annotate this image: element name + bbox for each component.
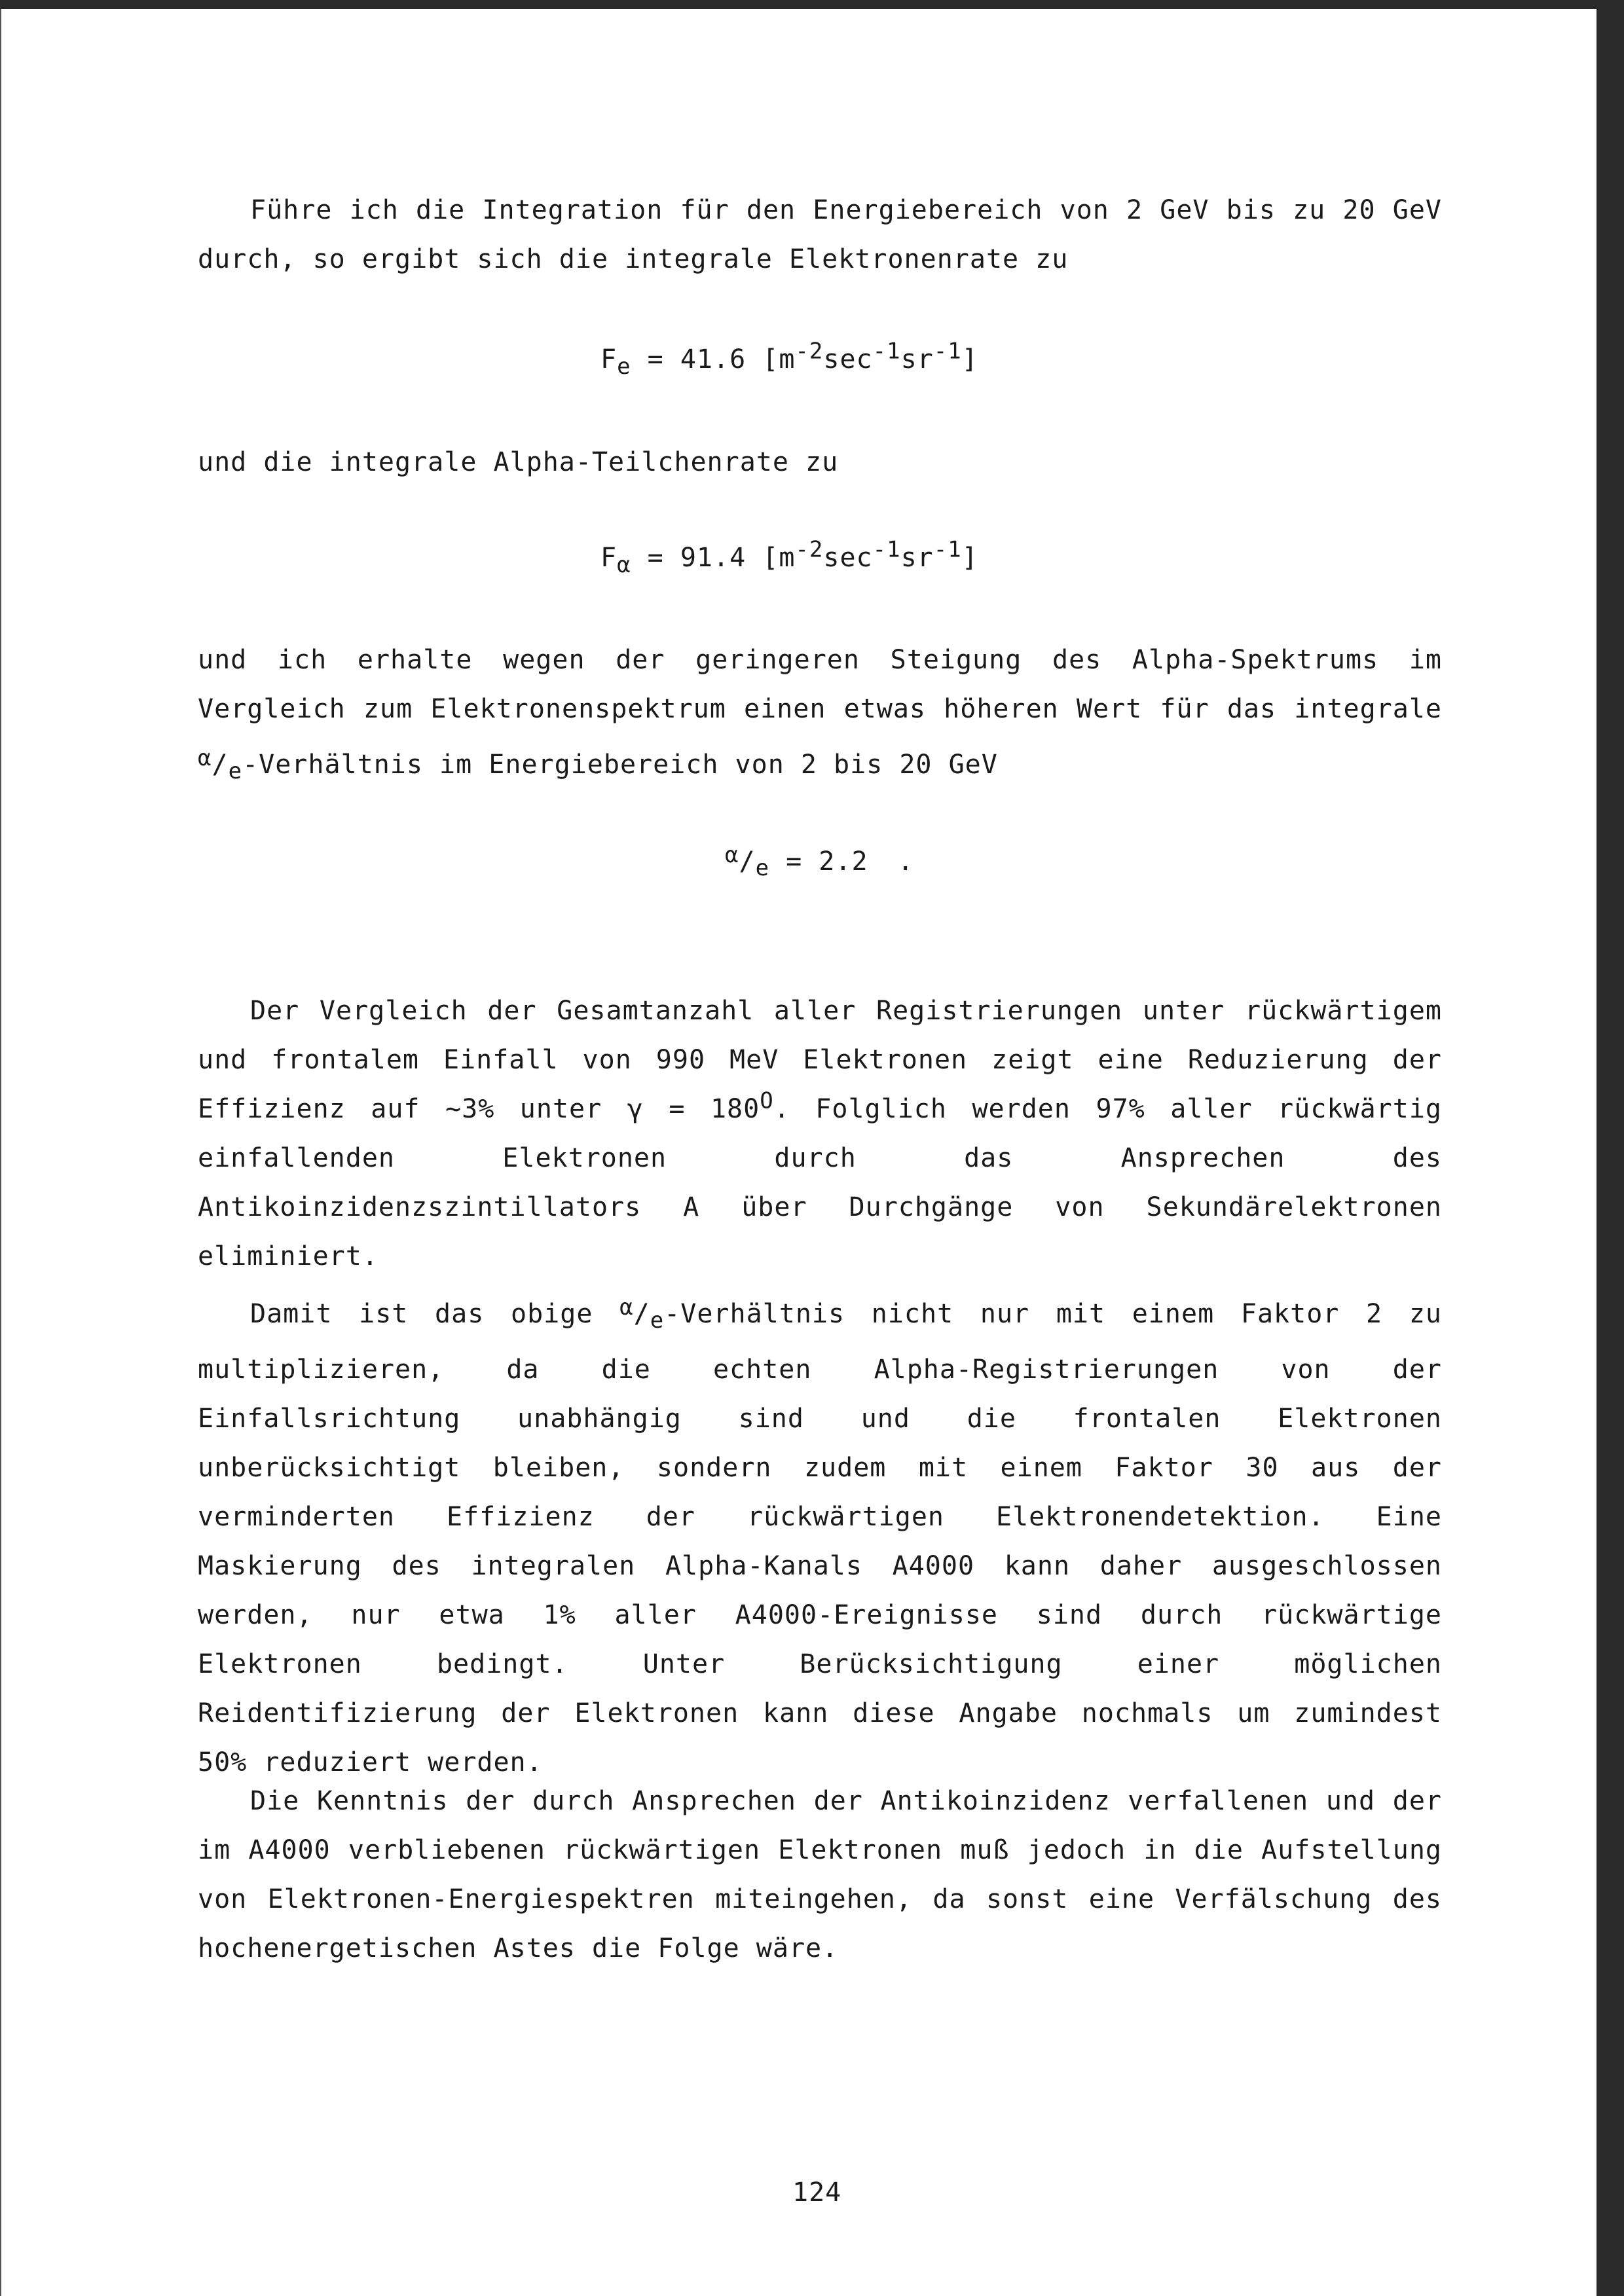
falpha-exp-1: -2: [795, 536, 824, 563]
ratio-formula-value: = 2.2: [769, 847, 868, 877]
ratio-formula-e: e: [755, 855, 770, 881]
paragraph-6: [198, 1777, 1442, 1973]
document-page: [0, 9, 1596, 2296]
falpha-exp-3: -1: [933, 536, 962, 563]
paragraph-2-text: und die integrale Alpha-Teilchenrate zu: [198, 447, 839, 477]
paragraph-4-text-b: Folglich werden 97% aller rückwärtig einfallenden Elektronen durch das Ansprechen des Antikoinzidenzszintillators A über Durchgänge von Sekundärelektronen eliminiert.: [198, 1094, 1442, 1271]
paragraph-4-text-a: Der Vergleich der Gesamtanzahl aller Registrierungen unter rückwärtigem und frontalem Einfall von 990 MeV Elektronen zeigt eine Reduzierung der Effizienz auf ~3% unter: [198, 996, 1442, 1124]
ratio-slash: /: [212, 750, 229, 780]
paragraph-5: [198, 1283, 1442, 1787]
paragraph-1: [198, 186, 1442, 284]
ratio-alpha: α: [198, 745, 212, 771]
falpha-exp-2: -1: [872, 536, 901, 563]
paragraph-5-text-b: -Verhältnis nicht nur mit einem Faktor 2 zu multiplizieren, da die echten Alpha-Registrierungen von der Einfallsrichtung unabhängig sind und die frontalen Elektronen unberücksichtigt bleiben, sondern zudem mit einem Faktor 30 aus der verminderten Effizienz der rückwärtigen Elektronendetektion. Eine Maskierung des integralen Alpha-Kanals A4000 kann daher ausgeschlossen werden, nur etwa 1% aller A4000-Ereignisse sind durch rückwärtige Elektronen bedingt. Unter Berücksichtigung einer möglichen Reidentifizierung der Elektronen kann diese Angabe nochmals um zumindest 50% reduziert werden.: [198, 1299, 1442, 1777]
falpha-symbol: F: [600, 543, 618, 573]
fe-exp-3: -1: [933, 338, 962, 365]
formula-electron-rate: [600, 340, 978, 379]
paragraph-5-text-a: Damit ist das obige: [250, 1299, 593, 1329]
fe-equation: = 41.6 [m: [631, 344, 796, 374]
falpha-unit-sr: sr: [900, 543, 934, 573]
fe-subscript: e: [617, 354, 631, 380]
fe-exp-1: -2: [795, 338, 824, 365]
falpha-equation: = 91.4 [m: [631, 543, 796, 573]
fe-unit-sec: sec: [823, 344, 873, 374]
fe-symbol: F: [600, 344, 618, 374]
ratio-formula-alpha: α: [725, 842, 739, 868]
page-number: 124: [792, 2178, 842, 2208]
fe-unit-sr: sr: [900, 344, 934, 374]
paragraph-3-text-b: -Verhältnis im Energiebereich von 2 bis 20 GeV: [242, 750, 998, 780]
falpha-unit-sec: sec: [823, 543, 873, 573]
falpha-close: ]: [961, 543, 978, 573]
ratio-e: e: [228, 758, 243, 784]
gamma-period: .: [773, 1094, 790, 1124]
paragraph-3-text-a: und ich erhalte wegen der geringeren Steigung des Alpha-Spektrums im Vergleich zum Elektronenspektrum einen etwas höheren Wert für das integrale: [198, 645, 1442, 724]
ratio-alpha-2: α: [619, 1294, 634, 1321]
fe-exp-2: -1: [872, 338, 901, 365]
ratio-formula-end: .: [897, 847, 914, 877]
paragraph-4: [198, 987, 1442, 1281]
gamma-expression: γ = 180: [627, 1094, 760, 1124]
fe-close: ]: [961, 344, 978, 374]
paragraph-6-text: Die Kenntnis der durch Ansprechen der Antikoinzidenz verfallenen und der im A4000 verbliebenen rückwärtigen Elektronen muß jedoch in die Aufstellung von Elektronen-Energiespektren miteingehen, da sonst eine Verfälschung des hochenergetischen Astes die Folge wäre.: [198, 1786, 1442, 1963]
ratio-e-2: e: [650, 1307, 665, 1334]
paragraph-3: [198, 636, 1442, 796]
paragraph-2: [198, 438, 1442, 487]
ratio-formula-slash: /: [739, 847, 756, 877]
ratio-slash-2: /: [633, 1299, 650, 1329]
degree-sign: O: [760, 1087, 774, 1114]
formula-alpha-rate: [600, 538, 978, 577]
falpha-subscript: α: [617, 552, 631, 578]
paragraph-1-text: Führe ich die Integration für den Energiebereich von 2 GeV bis zu 20 GeV durch, so ergibt sich die integrale Elektronenrate zu: [198, 195, 1442, 274]
formula-alpha-electron-ratio: [725, 835, 914, 888]
